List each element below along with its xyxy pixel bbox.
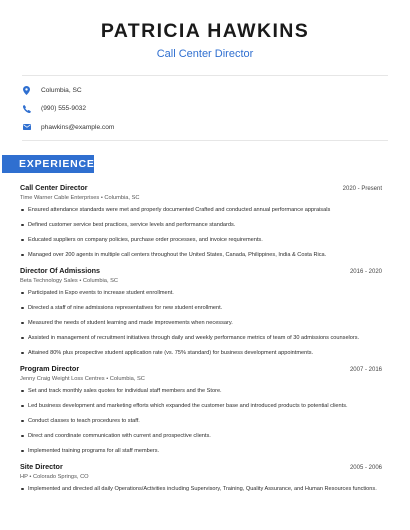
job-dates: 2016 - 2020 <box>349 269 382 275</box>
job-company: Beta Technology Sales <box>20 278 78 284</box>
job-bullet: Assisted in management of recruitment initiatives through daily and weekly performance metrics of team of 30 admissions counselors. <box>20 334 382 342</box>
job-bullet: Participated in Expo events to increase student enrollment. <box>20 289 382 297</box>
resume-header <box>0 0 410 61</box>
job-bullet: Led business development and marketing efforts which expanded the customer base and introduced products to potential clients. <box>20 402 382 410</box>
job-bullets <box>20 206 382 259</box>
job-location: Columbia, SC <box>109 376 145 382</box>
job-bullets <box>20 485 382 493</box>
job-bullet: Defined customer service best practices, service levels and performance standards. <box>20 221 382 229</box>
job-bullets <box>20 289 382 357</box>
job-bullet: Direct and coordinate communication with current and prospective clients. <box>20 432 382 440</box>
contact-phone <box>22 100 410 118</box>
job-company: Time Warner Cable Enterprises <box>20 195 100 201</box>
job-title: Site Director <box>20 462 63 471</box>
job-location: Columbia, SC <box>104 195 140 201</box>
job-title-heading: Call Center Director <box>156 48 254 60</box>
job-entry <box>20 266 382 357</box>
job-entry <box>20 364 382 455</box>
candidate-name: PATRICIA HAWKINS <box>100 20 310 42</box>
job-bullet: Ensured attendance standards were met and properly documented Crafted and conducted annual performance appraisals <box>20 206 382 214</box>
envelope-icon <box>22 123 31 132</box>
job-title: Call Center Director <box>20 183 88 192</box>
job-bullet: Implemented training programs for all staff members. <box>20 447 382 455</box>
job-bullet: Implemented and directed all daily Operations/Activities including Supervisory, Training, Quality Assurance, and Human Resources functions. <box>20 485 382 493</box>
location-text: Columbia, SC <box>41 86 82 94</box>
job-location: Colorado Springs, CO <box>32 474 89 480</box>
email-text: phawkins@example.com <box>41 123 115 131</box>
job-bullet: Measured the needs of student learning and made improvements when necessary. <box>20 319 382 327</box>
divider <box>22 140 388 141</box>
job-location: Columbia, SC <box>82 278 119 284</box>
job-company-line: Jenny Craig Weight Loss Centres • Columbia, SC <box>20 376 145 382</box>
job-bullet: Educated suppliers on company policies, purchase order processes, and invoice requirements. <box>20 236 382 244</box>
phone-text: (990) 555-9032 <box>41 105 87 112</box>
job-company-line: HP • Colorado Springs, CO <box>20 474 89 480</box>
job-bullets <box>20 387 382 455</box>
experience-list <box>0 173 410 493</box>
job-company-line: Time Warner Cable Enterprises • Columbia, SC <box>20 195 140 201</box>
phone-icon <box>22 104 31 113</box>
contact-list <box>0 76 410 140</box>
job-title: Program Director <box>20 364 80 373</box>
job-company-line: Beta Technology Sales • Columbia, SC <box>20 278 119 284</box>
job-dates: 2005 - 2006 <box>349 465 382 471</box>
job-bullet: Directed a staff of nine admissions representatives for new student enrollment. <box>20 304 382 312</box>
job-company: HP <box>20 474 28 480</box>
job-bullet: Set and track monthly sales quotes for individual staff members and the Store. <box>20 387 382 395</box>
job-bullet: Attained 80% plus prospective student application rate (vs. 75% standard) for business development appointments. <box>20 349 382 357</box>
job-dates: 2020 - Present <box>342 186 382 192</box>
job-bullet: Managed over 200 agents in multiple call centers throughout the United States, Canada, Philippines, India & Costa Rica. <box>20 251 382 259</box>
job-title: Director Of Admissions <box>20 266 101 275</box>
location-pin-icon <box>22 86 31 95</box>
job-dates: 2007 - 2016 <box>349 367 382 373</box>
job-entry <box>20 462 382 493</box>
contact-location <box>22 81 410 99</box>
job-entry <box>20 183 382 259</box>
experience-section-heading: EXPERIENCE <box>2 155 94 173</box>
job-company: Jenny Craig Weight Loss Centres <box>20 376 105 382</box>
contact-email <box>22 118 410 136</box>
job-bullet: Conduct classes to teach procedures to staff. <box>20 417 382 425</box>
